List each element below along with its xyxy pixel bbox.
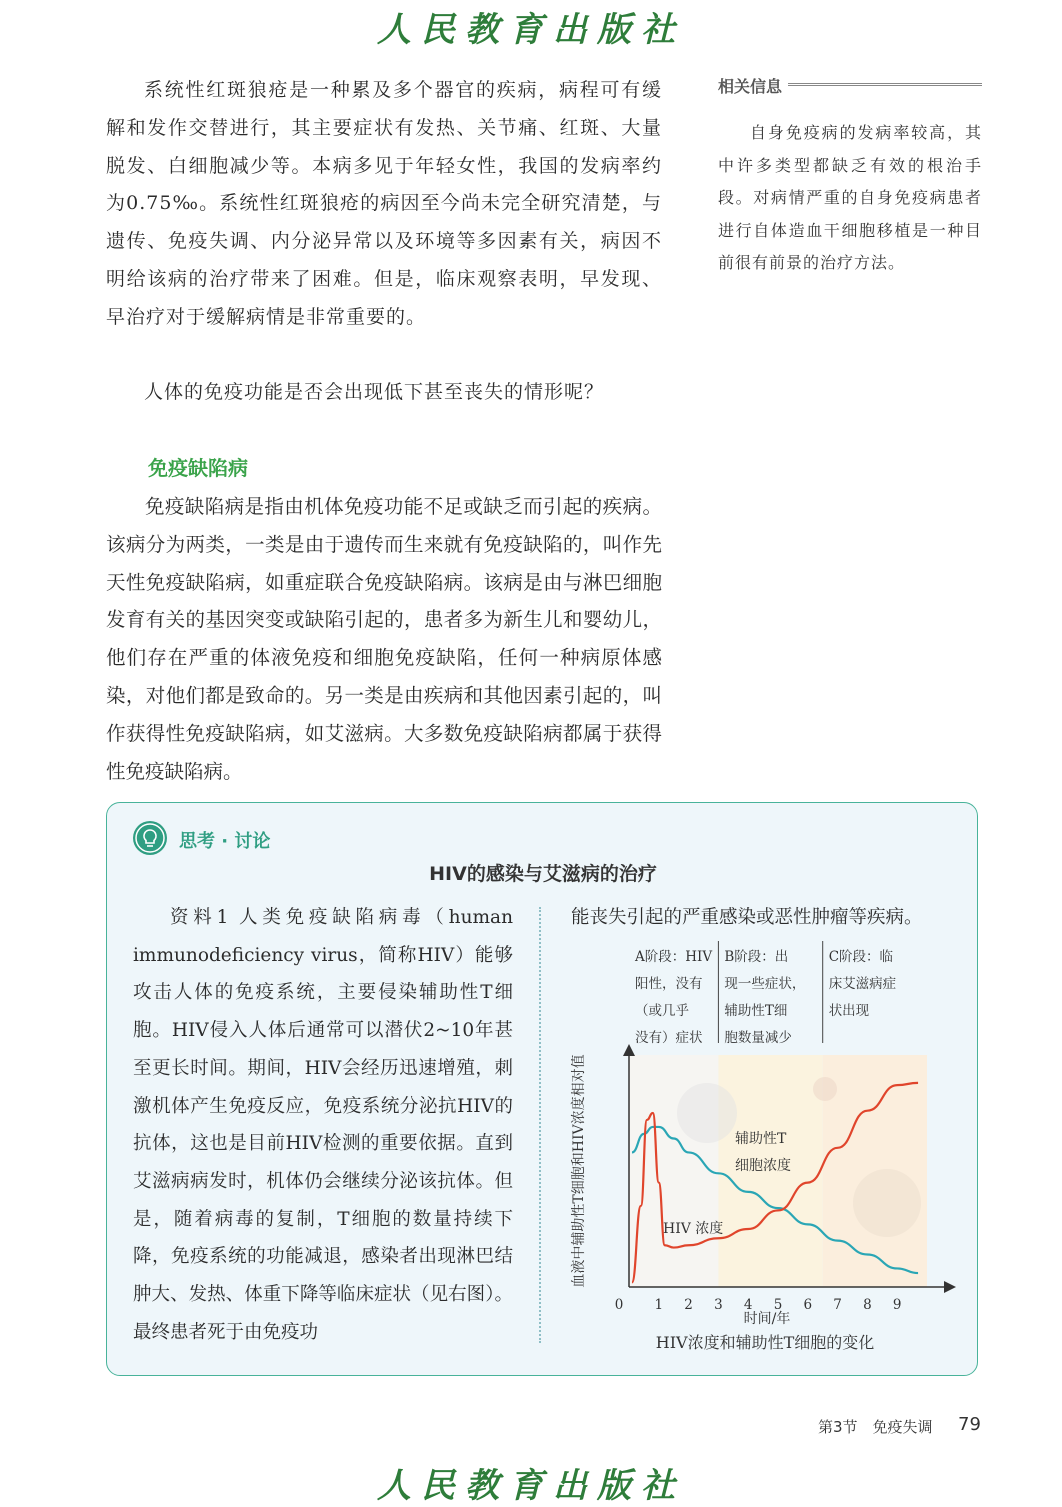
publisher-watermark-top: 人民教育出版社 <box>377 10 685 50</box>
x-tick-label: 2 <box>684 1297 693 1313</box>
stage-label: B阶段：出现一些症状，辅助性T细胞数量减少 <box>724 949 806 1046</box>
chart-title: HIV浓度和辅助性T细胞的变化 <box>655 1333 875 1352</box>
x-tick-label: 1 <box>654 1297 664 1313</box>
series-label-1: HIV 浓度 <box>663 1221 724 1237</box>
section-heading: 免疫缺陷病 <box>148 456 248 480</box>
page-number: 79 <box>958 1414 981 1435</box>
footer-section-title: 第3节 免疫失调 <box>818 1418 933 1436</box>
x-tick-label: 6 <box>803 1297 813 1313</box>
x-tick-label: 8 <box>863 1297 872 1313</box>
y-axis-label: 血液中辅助性T细胞和HIV浓度相对值 <box>571 1054 587 1288</box>
discussion-box <box>106 802 978 1376</box>
x-tick-label: 9 <box>892 1297 902 1313</box>
hiv-chart <box>107 803 979 1377</box>
stage-label: C阶段：临床艾滋病症状出现 <box>828 949 897 1019</box>
publisher-watermark-bottom: 人民教育出版社 <box>377 1466 685 1506</box>
x-tick-label: 5 <box>773 1297 783 1313</box>
stage-band-2 <box>823 1055 927 1287</box>
x-tick-label: 4 <box>743 1297 753 1313</box>
body-paragraph-immunodeficiency: 免疫缺陷病是指由机体免疫功能不足或缺乏而引起的疾病。该病分为两类，一类是由于遗传而生来就有免疫缺陷的，叫作先天性免疫缺陷病，如重症联合免疫缺陷病。该病是由与淋巴细胞发育有关的基因突变或缺陷引起的，患者多为新生儿和婴幼儿，他们存在严重的体液免疫和细胞免疫缺陷，任何一种病原体感染，对他们都是致命的。另一类是由疾病和其他因素引起的，叫作获得性免疫缺陷病，如艾滋病。大多数免疫缺陷病都属于获得性免疫缺陷病。 <box>106 495 662 783</box>
body-question: 人体的免疫功能是否会出现低下甚至丧失的情形呢？ <box>144 381 605 403</box>
sidebar-title-text: 相关信息 <box>718 77 783 96</box>
series-label-0: 辅助性T 细胞浓度 <box>735 1131 791 1174</box>
sidebar-related-info <box>718 74 982 280</box>
stage-label: A阶段：HIV 阳性，没有（或几乎没有）症状 <box>635 949 713 1046</box>
body-paragraph-lupus: 系统性红斑狼疮是一种累及多个器官的疾病，病程可有缓解和发作交替进行，其主要症状有发热、关节痛、红斑、大量脱发、白细胞减少等。本病多见于年轻女性，我国的发病率约为0.75‰。系统性红斑狼疮的病因至今尚未完全研究清楚，与遗传、免疫失调、内分泌异常以及环境等多因素有关，病因不明给该病的治疗带来了困难。但是，临床观察表明，早发现、早治疗对于缓解病情是非常重要的。 <box>106 79 662 328</box>
sidebar-title-rule <box>788 83 982 89</box>
sidebar-text: 自身免疫病的发病率较高，其中许多类型都缺乏有效的根治手段。对病情严重的自身免疫病患者进行自体造血干细胞移植是一种目前很有前景的治疗方法。 <box>718 123 982 272</box>
x-tick-label: 0 <box>614 1297 624 1313</box>
discussion-title: HIV的感染与艾滋病的治疗 <box>429 863 657 885</box>
x-tick-label: 3 <box>714 1297 723 1313</box>
material-1-text: 资料1 人类免疫缺陷病毒（human immunodeficiency virus，简称HIV）能够攻击人体的免疫系统，主要侵染辅助性T细胞。HIV侵入人体后通常可以潜伏2~10年甚至更长时间。期间，HIV会经历迅速增殖，刺激机体产生免疫反应，免疫系统分泌抗HIV的抗体，这也是目前HIV检测的重要依据。直到艾滋病病发时，机体仍会继续分泌该抗体。但是，随着病毒的复制，T细胞的数量持续下降，免疫系统的功能减退，感染者出现淋巴结肿大、发热、体重下降等临床症状（见右图）。最终患者死于由免疫功 <box>133 907 513 1343</box>
x-axis-label: 时间/年 <box>743 1311 791 1327</box>
sidebar-title <box>718 74 982 97</box>
discussion-label: 思考 · 讨论 <box>179 831 271 852</box>
x-tick-label: 7 <box>833 1297 842 1313</box>
material-1-continued: 能丧失引起的严重感染或恶性肿瘤等疾病。 <box>571 907 923 928</box>
